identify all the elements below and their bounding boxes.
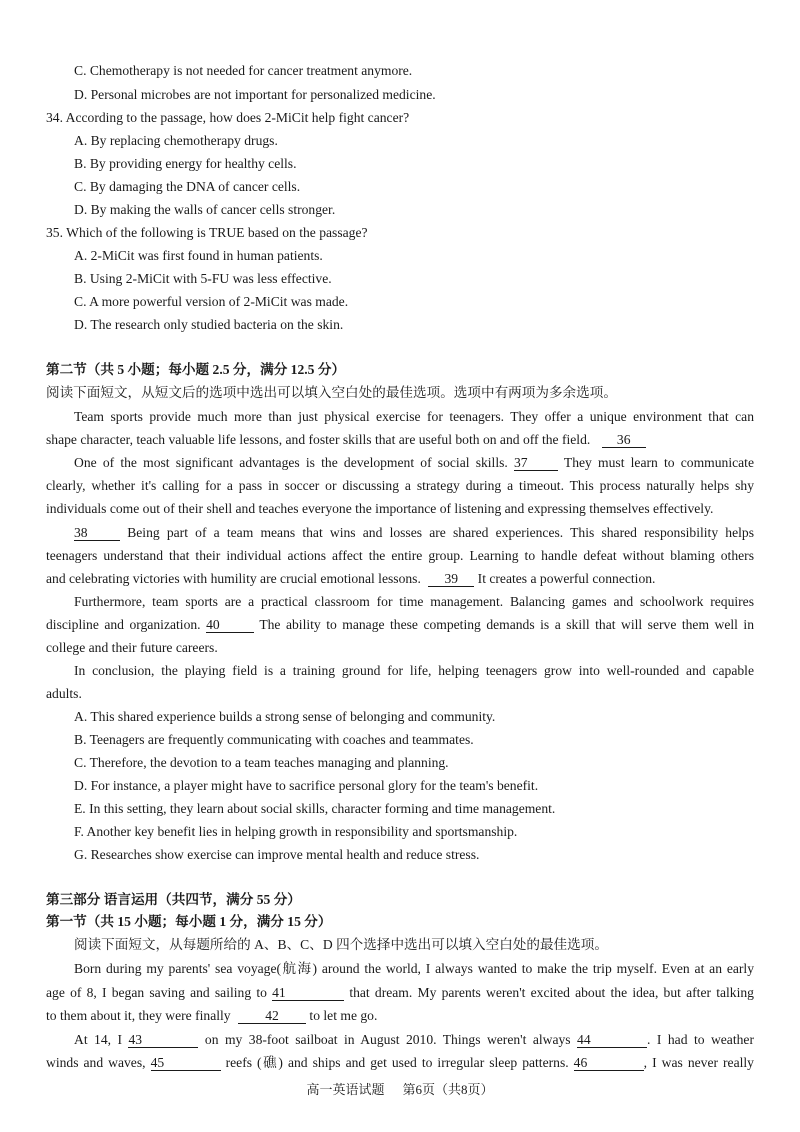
s2-p4-line1: Furthermore, team sports are a practical classroom for time management. Balancing games and schoolwork requires bbox=[74, 594, 754, 609]
s2-p1-line1: Team sports provide much more than just physical exercise for teenagers. They offer a unique environment that can bbox=[74, 409, 754, 424]
q34-option-d: D. By making the walls of cancer cells stronger. bbox=[74, 202, 336, 217]
blank-40[interactable]: 40 bbox=[206, 618, 254, 633]
page-footer bbox=[0, 1079, 800, 1098]
s2-p3-text-b: and celebrating victories with humility are crucial emotional lessons. bbox=[46, 571, 421, 586]
blank-37[interactable]: 37 bbox=[514, 456, 558, 471]
blank-36[interactable]: 36 bbox=[602, 433, 646, 448]
p3-p2-text-b: on my 38-foot sailboat in August 2010. Things weren't always bbox=[204, 1032, 571, 1047]
blank-39[interactable]: 39 bbox=[428, 572, 474, 587]
q34-option-b: B. By providing energy for healthy cells. bbox=[74, 156, 297, 171]
p3-p1-text-d: to let me go. bbox=[309, 1008, 378, 1023]
p3-p2-text-e: reefs (礁) and ships and get used to irregular sleep patterns. bbox=[225, 1055, 569, 1070]
s2-p3-line3 bbox=[46, 570, 754, 587]
s2-p5-line2: adults. bbox=[46, 686, 82, 701]
s2-p1-line2 bbox=[46, 431, 754, 448]
p3-p1-text-b: that dream. My parents weren't excited about the idea, but after talking bbox=[349, 985, 754, 1000]
q33-option-c: C. Chemotherapy is not needed for cancer treatment anymore. bbox=[74, 63, 413, 78]
q35-option-c: C. A more powerful version of 2-MiCit was made. bbox=[74, 294, 349, 309]
p3-p2-text-c: . I had to weather bbox=[647, 1032, 754, 1047]
s2-p5-line1: In conclusion, the playing field is a training ground for life, helping teenagers grow into well-rounded and capable bbox=[74, 663, 754, 678]
s2-p2-line2: clearly, whether it's calling for a pass in soccer or discussing a strategy during a timeout. This process naturally helps shy bbox=[46, 478, 754, 493]
s2-p2-line3: individuals come out of their shell and teaches everyone the importance of listening and expressing themselves effectively. bbox=[46, 501, 714, 516]
q35-stem: 35. Which of the following is TRUE based on the passage? bbox=[46, 225, 368, 240]
part3-heading: 第三部分 语言运用（共四节，满分 55 分） bbox=[46, 892, 301, 907]
s2-p4-line2 bbox=[46, 616, 754, 633]
p3-p1-line2 bbox=[46, 984, 754, 1001]
section2-heading: 第二节（共 5 小题；每小题 2.5 分，满分 12.5 分） bbox=[46, 362, 346, 377]
blank-41[interactable]: 41 bbox=[272, 986, 344, 1001]
q35-option-a: A. 2-MiCit was first found in human patients. bbox=[74, 248, 323, 263]
p3-p2-line1 bbox=[74, 1031, 754, 1048]
p3-p2-line2 bbox=[46, 1054, 754, 1071]
blank-38[interactable]: 38 bbox=[74, 526, 120, 541]
p3-p1-line3 bbox=[46, 1007, 754, 1024]
s2-p1-text: shape character, teach valuable life lessons, and foster skills that are useful both on and off the field. bbox=[46, 432, 591, 447]
s2-p2-text-a: One of the most significant advantages is the development of social skills. bbox=[74, 455, 508, 470]
blank-43[interactable]: 43 bbox=[128, 1033, 198, 1048]
q34-option-c: C. By damaging the DNA of cancer cells. bbox=[74, 179, 301, 194]
s2-p4-text-b: The ability to manage these competing demands is a skill that will serve them well in bbox=[259, 617, 754, 632]
p3-p2-text-d: winds and waves, bbox=[46, 1055, 146, 1070]
s2-option-c: C. Therefore, the devotion to a team teaches managing and planning. bbox=[74, 755, 449, 770]
p3-p1-text-a: age of 8, I began saving and sailing to bbox=[46, 985, 267, 1000]
s2-option-f: F. Another key benefit lies in helping growth in responsibility and sportsmanship. bbox=[74, 824, 518, 839]
s2-p3-line2: teenagers understand that their individual actions affect the entire group. Learning to handle defeat without blaming others bbox=[46, 548, 754, 563]
s2-p4-line3: college and their future careers. bbox=[46, 640, 218, 655]
p3-p1-text-c: to them about it, they were finally bbox=[46, 1008, 231, 1023]
p3-p2-text-a: At 14, I bbox=[74, 1032, 123, 1047]
q35-option-b: B. Using 2-MiCit with 5-FU was less effective. bbox=[74, 271, 332, 286]
s2-p4-text-a: discipline and organization. bbox=[46, 617, 201, 632]
s2-option-g: G. Researches show exercise can improve mental health and reduce stress. bbox=[74, 847, 480, 862]
q34-stem: 34. According to the passage, how does 2-MiCit help fight cancer? bbox=[46, 110, 410, 125]
q33-option-d: D. Personal microbes are not important for personalized medicine. bbox=[74, 87, 436, 102]
p3-p2-text-f: , I was never really bbox=[643, 1055, 754, 1070]
s2-option-e: E. In this setting, they learn about social skills, character forming and time management. bbox=[74, 801, 556, 816]
s2-option-d: D. For instance, a player might have to sacrifice personal glory for the team's benefit. bbox=[74, 778, 539, 793]
blank-46-group bbox=[574, 1055, 754, 1070]
s2-p2-text-b: They must learn to communicate bbox=[563, 455, 754, 470]
blank-44-group bbox=[577, 1032, 754, 1047]
section2-instruction: 阅读下面短文，从短文后的选项中选出可以填入空白处的最佳选项。选项中有两项为多余选项。 bbox=[46, 385, 617, 400]
q35-option-d: D. The research only studied bacteria on the skin. bbox=[74, 317, 344, 332]
blank-44[interactable]: 44 bbox=[577, 1033, 647, 1048]
s2-p3-line1 bbox=[74, 524, 754, 541]
s2-option-a: A. This shared experience builds a strong sense of belonging and community. bbox=[74, 709, 496, 724]
footer-page-number: 第6页（共8页） bbox=[402, 1082, 494, 1097]
blank-42[interactable]: 42 bbox=[238, 1009, 306, 1024]
part3-instruction: 阅读下面短文，从每题所给的 A、B、C、D 四个选择中选出可以填入空白处的最佳选项。 bbox=[74, 937, 608, 952]
footer-subject: 高一英语试题 bbox=[306, 1082, 385, 1097]
s2-p2-line1 bbox=[74, 454, 754, 471]
blank-46[interactable]: 46 bbox=[574, 1056, 644, 1071]
blank-45[interactable]: 45 bbox=[151, 1056, 221, 1071]
s2-p3-text-a: Being part of a team means that wins and losses are shared experiences. This shared responsibility helps bbox=[127, 525, 754, 540]
s2-p3-text-c: It creates a powerful connection. bbox=[477, 571, 656, 586]
s2-option-b: B. Teenagers are frequently communicating with coaches and teammates. bbox=[74, 732, 474, 747]
p3-p1-line1: Born during my parents' sea voyage(航海) around the world, I always wanted to make the trip myself. Even at an early bbox=[74, 961, 754, 976]
part3-subheading: 第一节（共 15 小题；每小题 1 分，满分 15 分） bbox=[46, 914, 332, 929]
q34-option-a: A. By replacing chemotherapy drugs. bbox=[74, 133, 278, 148]
